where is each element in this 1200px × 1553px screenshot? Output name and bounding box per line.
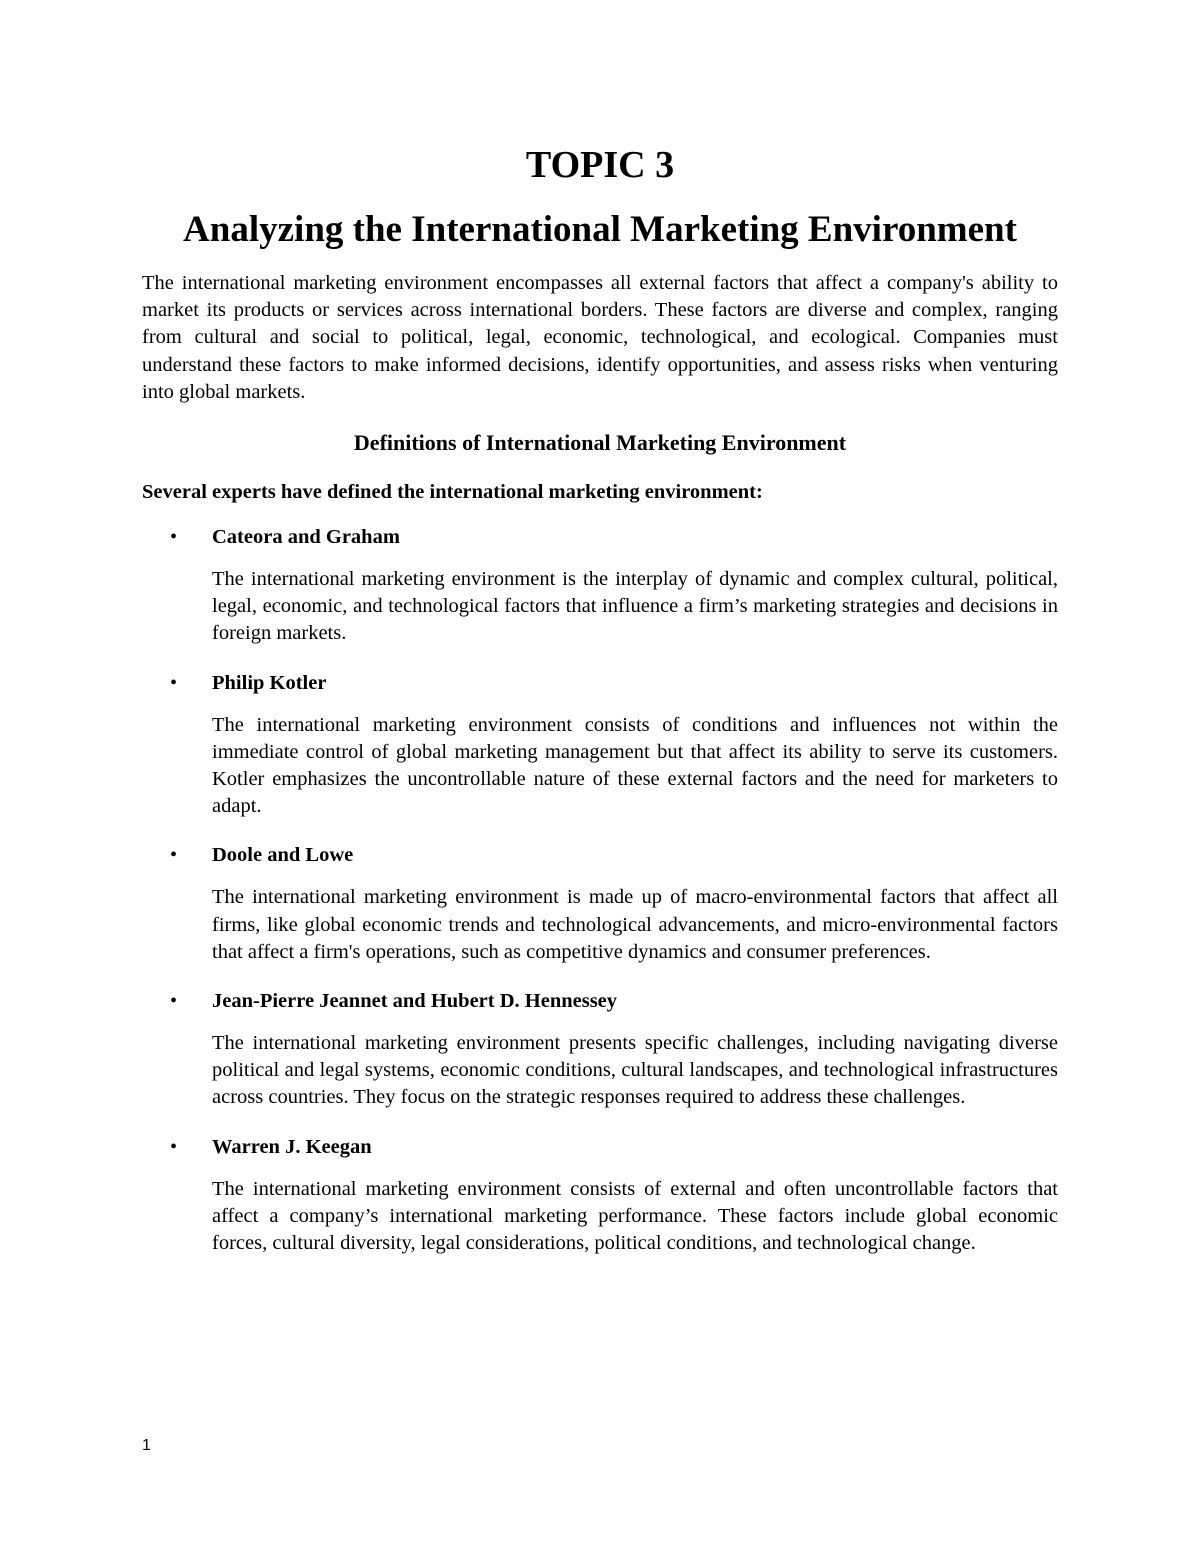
definitions-list bbox=[142, 522, 1058, 1277]
bullet-icon: • bbox=[170, 844, 178, 867]
list-item bbox=[142, 986, 1058, 1112]
topic-heading: TOPIC 3 bbox=[525, 144, 675, 186]
definition-text: The international marketing environment is the interplay of dynamic and complex cultural, political, legal, economic, and technological factors that influence a firm’s marketing strategies and decisions in foreign markets. bbox=[212, 568, 1058, 645]
list-item bbox=[142, 1132, 1058, 1258]
page-title: Analyzing the International Marketing Environment bbox=[183, 209, 1017, 250]
definition-author: Jean-Pierre Jeannet and Hubert D. Hennessey bbox=[212, 990, 618, 1013]
definition-text: The international marketing environment consists of external and often uncontrollable factors that affect a company’s international marketing performance. These factors include global economic forces, cultural diversity, legal considerations, political conditions, and technological change. bbox=[212, 1177, 1058, 1255]
bullet-icon: • bbox=[170, 526, 178, 548]
bullet-icon: • bbox=[170, 990, 178, 1013]
bullet-icon: • bbox=[170, 1135, 178, 1158]
definition-text: The international marketing environment is made up of macro-environmental factors that affect all firms, like global economic trends and technological advancements, and micro-environmental factors that affect a firm's operations, such as competitive dynamics and consumer preferences. bbox=[212, 886, 1058, 963]
section-heading: Definitions of International Marketing Environment bbox=[353, 430, 847, 455]
list-item bbox=[142, 522, 1058, 648]
definition-author: Doole and Lowe bbox=[212, 844, 354, 867]
definition-text: The international marketing environment consists of conditions and influences not within the immediate control of global marketing management but that affect its ability to serve its customers. Kotler emphasizes the uncontrollable nature of these external factors and the need for marketers to adapt. bbox=[212, 713, 1058, 818]
definition-text: The international marketing environment presents specific challenges, including navigating diverse political and legal systems, economic conditions, cultural landscapes, and technological infrastructures across countries. They focus on the strategic responses required to address these challenges. bbox=[212, 1032, 1058, 1109]
definition-author: Philip Kotler bbox=[212, 671, 327, 694]
definition-author: Warren J. Keegan bbox=[212, 1135, 372, 1158]
lead-sentence: Several experts have defined the international marketing environment: bbox=[142, 481, 763, 503]
list-item bbox=[142, 840, 1058, 966]
page-number: 1 bbox=[142, 1437, 151, 1454]
intro-paragraph: The international marketing environment encompasses all external factors that affect a company's ability to market its products or services across international borders. These factors are diverse and complex, ranging from cultural and social to political, legal, economic, technological, and ecological. Companies must understand these factors to make informed decisions, identify opportunities, and assess risks when venturing into global markets. bbox=[142, 272, 1058, 403]
definition-author: Cateora and Graham bbox=[212, 526, 400, 548]
list-item bbox=[142, 668, 1058, 821]
bullet-icon: • bbox=[170, 671, 178, 694]
